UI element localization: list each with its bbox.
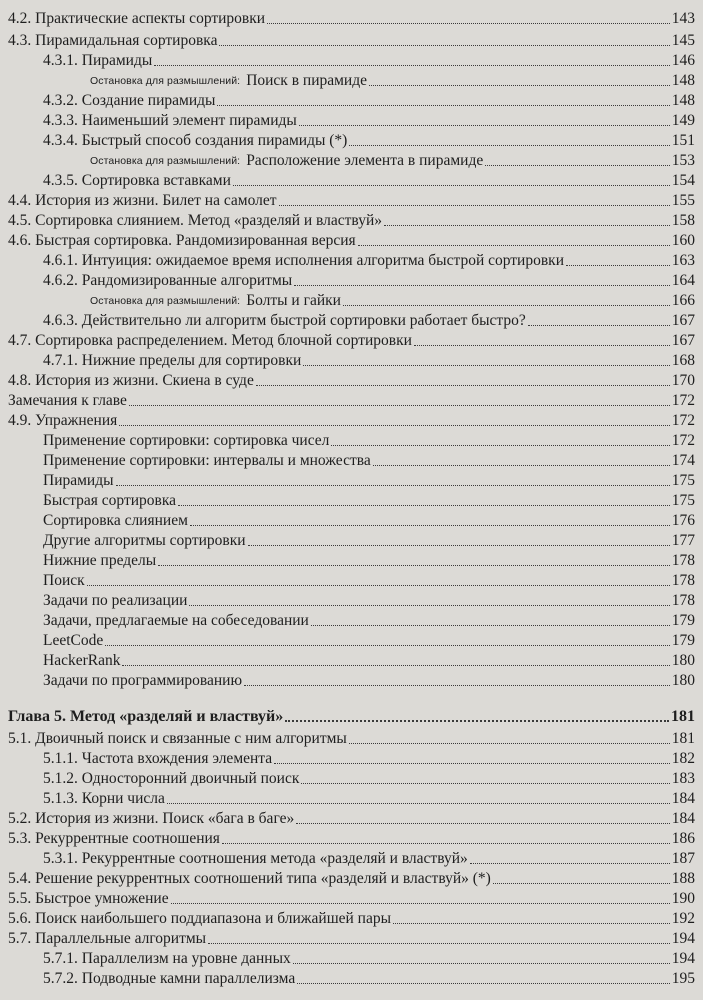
toc-entry [43, 670, 695, 690]
toc-entry-title: Поиск [43, 572, 85, 589]
dot-leader [485, 165, 670, 166]
chapter-entry [8, 706, 695, 726]
dot-leader [566, 265, 670, 266]
toc-entry [43, 948, 695, 968]
toc-entry-title: Задачи по реализации [43, 592, 188, 609]
toc-entry [43, 590, 695, 610]
toc-entry [8, 728, 695, 748]
dot-leader [190, 525, 670, 526]
dot-leader [222, 843, 670, 844]
dot-leader [373, 465, 670, 466]
toc-entry-title: Расположение элемента в пирамиде [246, 152, 484, 169]
toc-entry-title: 4.6.3. Действительно ли алгоритм быстрой сортировки работает быстро? [43, 312, 526, 329]
toc-entry-title: Применение сортировки: сортировка чисел [43, 432, 330, 449]
toc-entry [8, 410, 695, 430]
toc-entry-page: 167 [671, 332, 695, 349]
dot-leader [119, 425, 669, 426]
dot-leader [299, 125, 670, 126]
toc-entry [43, 788, 695, 808]
toc-entry-page: 163 [671, 252, 695, 269]
toc-entry [43, 350, 695, 370]
toc-entry-page: 194 [671, 930, 695, 947]
toc-entry-page: 175 [671, 492, 695, 509]
dot-leader [87, 585, 670, 586]
toc-entry [90, 150, 695, 170]
toc-entry [43, 650, 695, 670]
stop-to-think-label: Остановка для размышлений: [90, 75, 241, 87]
toc-entry-page: 172 [671, 432, 695, 449]
dot-leader [279, 205, 670, 206]
toc-entry-page: 160 [671, 232, 695, 249]
toc-entry-page: 174 [671, 452, 695, 469]
toc-entry-page: 164 [671, 272, 695, 289]
dot-leader [158, 565, 670, 566]
toc-entry-title: 5.3.1. Рекуррентные соотношения метода «разделяй и властвуй» [43, 850, 468, 867]
toc-entry [43, 50, 695, 70]
dot-leader [171, 903, 670, 904]
toc-entry [43, 450, 695, 470]
dot-leader [105, 645, 669, 646]
toc-entry-page: 187 [671, 850, 695, 867]
toc-entry [43, 768, 695, 788]
toc-entry [8, 390, 695, 410]
toc-entry-page: 182 [671, 750, 695, 767]
toc-entry [8, 888, 695, 908]
dot-leader [349, 743, 670, 744]
toc-entry-page: 178 [671, 552, 695, 569]
toc-entry-page: 188 [671, 870, 695, 887]
dot-leader [303, 365, 669, 366]
dot-leader [167, 803, 670, 804]
dot-leader [267, 23, 670, 24]
toc-entry-page: 168 [671, 352, 695, 369]
dot-leader [248, 545, 670, 546]
toc-entry-title: 4.5. Сортировка слиянием. Метод «разделяй и властвуй» [8, 212, 383, 229]
dot-leader [297, 983, 669, 984]
toc-entry-title: Быстрая сортировка [43, 492, 177, 509]
toc-entry [8, 908, 695, 928]
toc-entry [43, 968, 695, 988]
toc-entry-title: 4.3.3. Наименьший элемент пирамиды [43, 112, 297, 129]
toc-entry-title: Применение сортировки: интервалы и множества [43, 452, 371, 469]
toc-entry-title: 4.3.2. Создание пирамиды [43, 92, 216, 109]
toc-entry-title: 4.7.1. Нижние пределы для сортировки [43, 352, 302, 369]
toc-entry-title: Глава 5. Метод «разделяй и властвуй» [8, 708, 284, 725]
toc-entry-title: LeetCode [43, 632, 104, 649]
toc-entry [43, 550, 695, 570]
toc-entry-title: 5.5. Быстрое умножение [8, 890, 169, 907]
dot-leader [274, 763, 670, 764]
toc-entry-page: 155 [671, 192, 695, 209]
toc-entry-page: 179 [671, 612, 695, 629]
toc-entry-title: 5.7.1. Параллелизм на уровне данных [43, 950, 291, 967]
toc-entry-title: 5.1.2. Односторонний двоичный поиск [43, 770, 300, 787]
toc-entry-page: 151 [671, 132, 695, 149]
toc-entry [43, 90, 695, 110]
dot-leader [256, 385, 670, 386]
toc-entry-page: 145 [671, 32, 695, 49]
toc-entry-page: 170 [671, 372, 695, 389]
dot-leader [122, 665, 669, 666]
dot-leader [178, 505, 670, 506]
toc-entry [43, 570, 695, 590]
toc-entry [8, 190, 695, 210]
dot-leader [369, 85, 670, 86]
toc-entry-page: 148 [671, 72, 695, 89]
toc-entry-page: 148 [671, 92, 695, 109]
toc-entry-title: 5.7.2. Подводные камни параллелизма [43, 970, 296, 987]
toc-entry-title: 4.9. Упражнения [8, 412, 118, 429]
toc-entry [43, 630, 695, 650]
toc-entry-title: 4.6. Быстрая сортировка. Рандомизированная версия [8, 232, 356, 249]
toc-entry-title: 5.2. История из жизни. Поиск «бага в баге» [8, 810, 295, 827]
toc-entry-page: 166 [671, 292, 695, 309]
dot-leader [129, 405, 670, 406]
toc-entry-title: 4.6.1. Интуиция: ожидаемое время исполнения алгоритма быстрой сортировки [43, 252, 564, 269]
toc-entry [43, 748, 695, 768]
toc-entry [8, 808, 695, 828]
toc-entry-page: 177 [671, 532, 695, 549]
dot-leader [493, 883, 670, 884]
toc-entry-page: 149 [671, 112, 695, 129]
toc-entry-page: 146 [671, 52, 695, 69]
toc-entry-title: Пирамиды [43, 472, 114, 489]
toc-entry [8, 828, 695, 848]
toc-entry-title: 5.1.3. Корни числа [43, 790, 165, 807]
toc-entry [43, 130, 695, 150]
toc-entry-page: 181 [671, 730, 695, 747]
toc-entry-title: 4.2. Практические аспекты сортировки [8, 10, 266, 27]
dot-leader [285, 720, 669, 722]
stop-to-think-label: Остановка для размышлений: [90, 155, 241, 167]
toc-entry-title: Нижние пределы [43, 552, 157, 569]
toc-entry-page: 195 [671, 970, 695, 987]
dot-leader [189, 605, 669, 606]
dot-leader [294, 285, 670, 286]
toc-entry [43, 250, 695, 270]
toc-entry-title: 4.8. История из жизни. Скиена в суде [8, 372, 254, 389]
toc-entry-page: 186 [671, 830, 695, 847]
toc-entry-page: 172 [671, 392, 695, 409]
dot-leader [528, 325, 670, 326]
toc-entry-title: 5.6. Поиск наибольшего поддиапазона и ближайшей пары [8, 910, 392, 927]
toc-entry-page: 167 [671, 312, 695, 329]
toc-entry-title: Болты и гайки [246, 292, 341, 309]
dot-leader [219, 45, 669, 46]
toc-entry-page: 178 [671, 592, 695, 609]
toc-entry [8, 928, 695, 948]
toc-entry-title: Сортировка слиянием [43, 512, 188, 529]
toc-entry-page: 153 [671, 152, 695, 169]
toc-entry-title: 5.1.1. Частота вхождения элемента [43, 750, 273, 767]
dot-leader [233, 185, 670, 186]
toc-entry-title: 4.3.4. Быстрый способ создания пирамиды (*) [43, 132, 348, 149]
toc-entry-title: 4.3.5. Сортировка вставками [43, 172, 231, 189]
dot-leader [349, 145, 669, 146]
toc-entry-title: 5.7. Параллельные алгоритмы [8, 930, 207, 947]
toc-entry-page: 181 [671, 708, 695, 725]
toc-entry [43, 610, 695, 630]
toc-entry-page: 183 [671, 770, 695, 787]
toc-entry-page: 190 [671, 890, 695, 907]
toc-entry-title: 4.3.1. Пирамиды [43, 52, 153, 69]
dot-leader [154, 65, 669, 66]
toc-entry [43, 110, 695, 130]
toc-entry-page: 176 [671, 512, 695, 529]
dot-leader [470, 863, 670, 864]
toc-entry-title: 5.4. Решение рекуррентных соотношений типа «разделяй и властвуй» (*) [8, 870, 491, 887]
toc-entry-title: 5.3. Рекуррентные соотношения [8, 830, 220, 847]
stop-to-think-label: Остановка для размышлений: [90, 295, 241, 307]
dot-leader [331, 445, 669, 446]
toc-entry-title: HackerRank [43, 652, 121, 669]
toc-entry [43, 848, 695, 868]
toc-entry [43, 270, 695, 290]
toc-entry [43, 310, 695, 330]
dot-leader [244, 685, 670, 686]
toc-entry [8, 30, 695, 50]
dot-leader [311, 625, 670, 626]
toc-entry-page: 184 [671, 790, 695, 807]
toc-entry [90, 70, 695, 90]
toc-entry-title: 4.3. Пирамидальная сортировка [8, 32, 218, 49]
toc-entry-title: 4.7. Сортировка распределением. Метод блочной сортировки [8, 332, 412, 349]
toc-entry [8, 230, 695, 250]
toc-entry [43, 490, 695, 510]
toc-entry-page: 158 [671, 212, 695, 229]
toc-entry [8, 868, 695, 888]
toc-entry-page: 143 [671, 10, 695, 27]
toc-entry-page: 179 [671, 632, 695, 649]
toc-entry [90, 290, 695, 310]
dot-leader [343, 305, 670, 306]
toc-entry-page: 172 [671, 412, 695, 429]
dot-leader [301, 783, 669, 784]
dot-leader [393, 923, 670, 924]
toc-entry-page: 184 [671, 810, 695, 827]
dot-leader [296, 823, 670, 824]
toc-entry-title: Другие алгоритмы сортировки [43, 532, 246, 549]
toc-entry [43, 470, 695, 490]
toc-entry [8, 210, 695, 230]
dot-leader [358, 245, 670, 246]
toc-entry [43, 430, 695, 450]
dot-leader [217, 105, 669, 106]
toc-entry [43, 510, 695, 530]
toc-entry-title: Задачи, предлагаемые на собеседовании [43, 612, 309, 629]
dot-leader [293, 963, 670, 964]
toc-entry-page: 178 [671, 572, 695, 589]
toc-entry-title: 5.1. Двоичный поиск и связанные с ним алгоритмы [8, 730, 347, 747]
toc-entry-page: 154 [671, 172, 695, 189]
toc-entry-title: 4.6.2. Рандомизированные алгоритмы [43, 272, 293, 289]
dot-leader [384, 225, 670, 226]
dot-leader [208, 943, 670, 944]
toc-entry-page: 180 [671, 672, 695, 689]
toc-entry-page: 192 [671, 910, 695, 927]
toc-entry [8, 370, 695, 390]
toc-entry [43, 530, 695, 550]
toc-entry-title: 4.4. История из жизни. Билет на самолет [8, 192, 277, 209]
toc-entry-title: Поиск в пирамиде [246, 72, 367, 89]
toc-entry [43, 170, 695, 190]
toc-entry [8, 330, 695, 350]
toc-entry-page: 180 [671, 652, 695, 669]
toc-entry-title: Замечания к главе [8, 392, 127, 409]
toc-entry [8, 8, 695, 28]
dot-leader [116, 485, 670, 486]
toc-entry-page: 175 [671, 472, 695, 489]
toc-entry-title: Задачи по программированию [43, 672, 243, 689]
toc-entry-page: 194 [671, 950, 695, 967]
dot-leader [414, 345, 670, 346]
